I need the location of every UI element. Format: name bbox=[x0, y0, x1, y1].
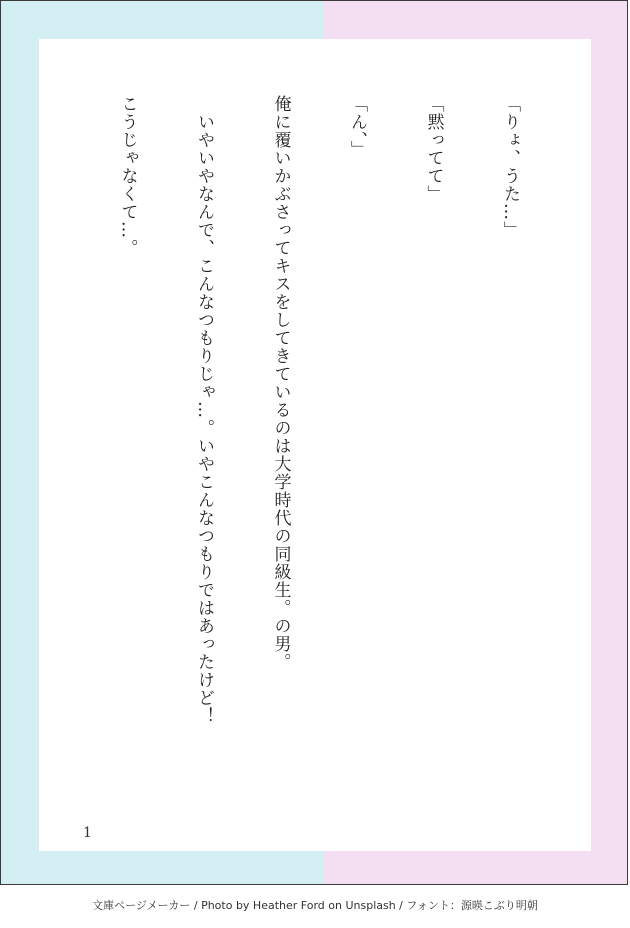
footer-credit: 文庫ページメーカー / Photo by Heather Ford on Unsplash / フォント：源暎こぶり明朝 bbox=[92, 899, 538, 912]
vertical-body-text bbox=[0, 95, 573, 785]
text-line: 「りょ、うた…」 bbox=[500, 95, 520, 239]
page-number: 1 bbox=[83, 825, 92, 841]
text-line: こうじゃなくて…。 bbox=[117, 95, 138, 257]
text-line: 「ん、」 bbox=[347, 95, 367, 159]
text-line: 俺に覆いかぶさってキスをしてきているのは大学時代の同級生。の男。 bbox=[270, 95, 291, 671]
paper-page bbox=[39, 39, 591, 851]
text-line: 「黙ってて」 bbox=[423, 95, 444, 203]
text-line: いやいやなんで、こんなつもりじゃ…。いやこんなつもりではあったけど！ bbox=[194, 95, 214, 725]
